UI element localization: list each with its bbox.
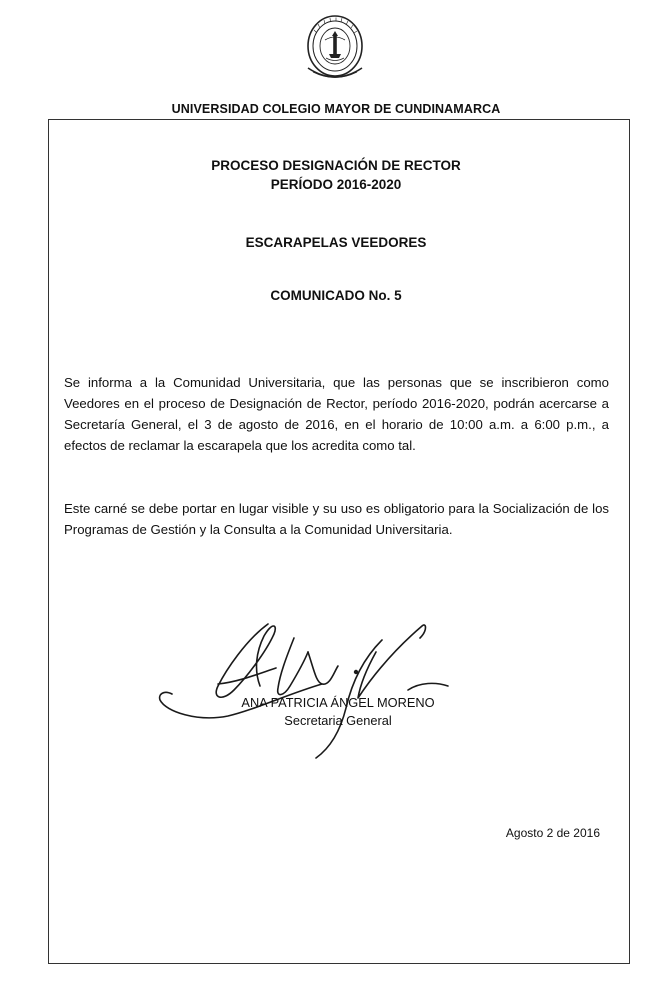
document-date: Agosto 2 de 2016 [505, 826, 600, 840]
title-line-2: PERÍODO 2016-2020 [270, 177, 402, 192]
signer-name: ANA PATRICIA ÁNGEL MORENO [241, 695, 435, 710]
university-name: UNIVERSIDAD COLEGIO MAYOR DE CUNDINAMARCA [171, 102, 501, 116]
document-title [0, 156, 672, 194]
document-subtitle: ESCARAPELAS VEEDORES [245, 235, 427, 250]
body-paragraph-2: Este carné se debe portar en lugar visible y su uso es obligatorio para la Socialización de los Programas de Gestión y la Consulta a la Comunidad Universitaria. [64, 501, 609, 537]
title-line-1: PROCESO DESIGNACIÓN DE RECTOR [211, 158, 461, 173]
university-seal-icon [300, 14, 370, 88]
communique-number: COMUNICADO No. 5 [270, 288, 402, 303]
body-paragraph-1: Se informa a la Comunidad Universitaria, que las personas que se inscribieron como Veedores en el proceso de Designación de Rector, período 2016-2020, podrán acercarse a Secretaría General, el 3 de agosto de 2016, en el horario de 10:00 a.m. a 6:00 p.m., a efectos de reclamar la escarapela que los acredita como tal. [64, 375, 609, 453]
handwritten-signature-icon [158, 612, 458, 764]
signer-role: Secretaria General [284, 713, 392, 728]
